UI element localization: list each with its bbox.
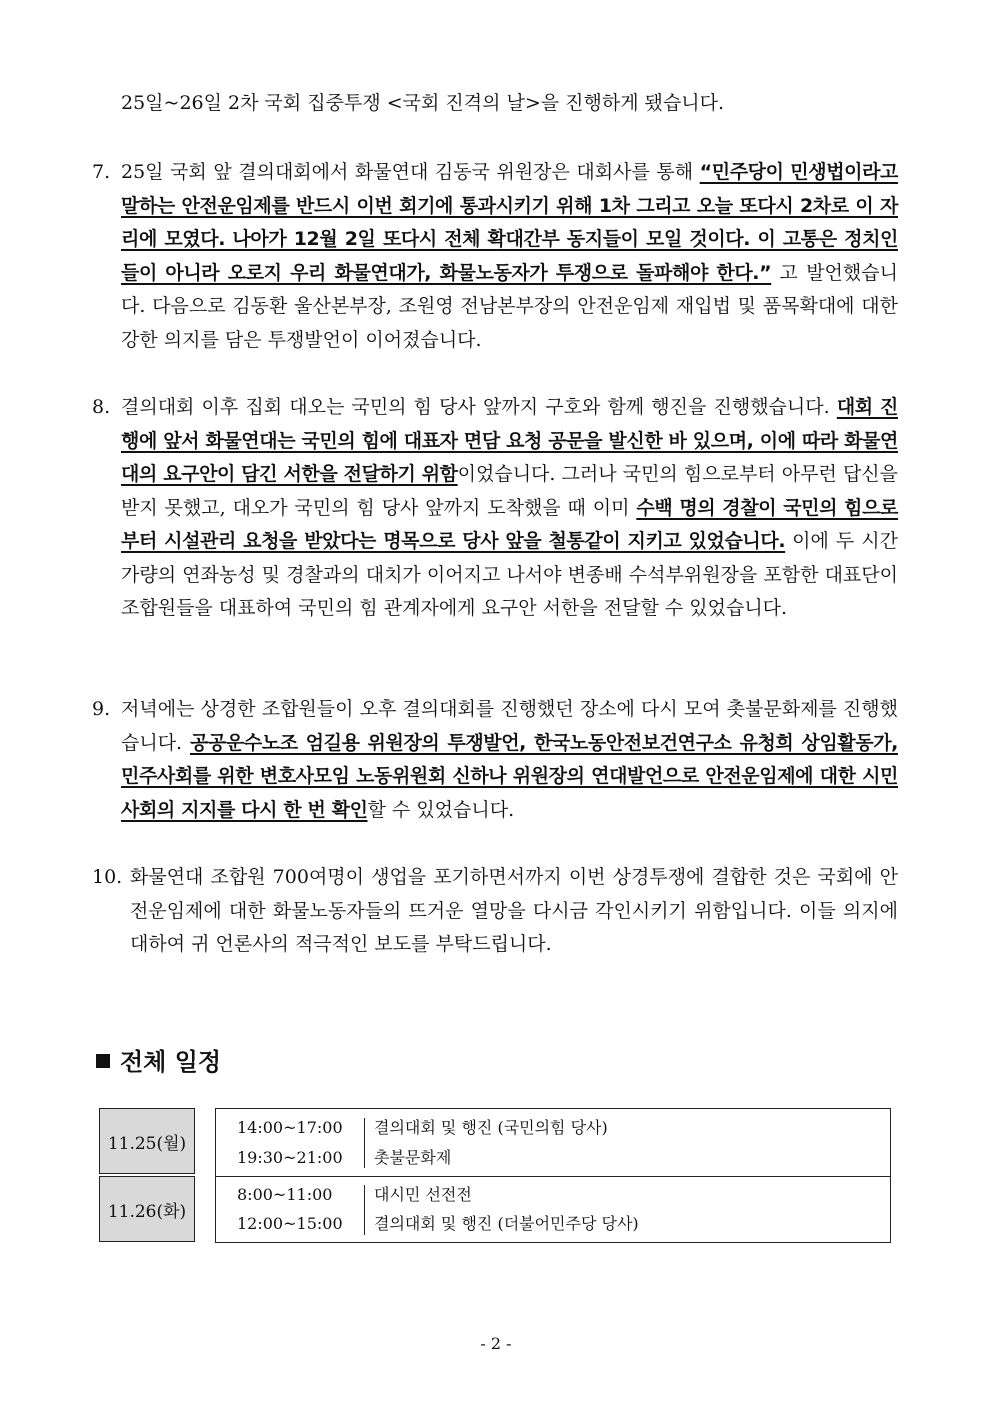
date-label: 11.25(월): [107, 1133, 187, 1154]
paragraph-text: 고 발언했습니다. 다음으로 김동환 울산본부장, 조원영 전남본부장의 안전운임제 재입법 및 품목확대에 대한 강한 의지를 담은 투쟁발언이 이어졌습니다.: [121, 261, 898, 351]
event-cell: 대시민 선전전: [374, 1185, 472, 1204]
intro-line: 25일~26일 2차 국회 집중투쟁 <국회 진격의 날>을 진행하게 됐습니다.: [121, 92, 725, 114]
intro-paragraph: [92, 87, 898, 121]
paragraph-number: 7.: [92, 161, 111, 183]
paragraph-7: [92, 156, 898, 357]
time-cell: 19:30~21:00: [237, 1148, 343, 1167]
paragraph-text: 이에 두 시간 가량의 연좌농성 및 경찰과의 대치가 이어지고 나서야 변종배 수석부위원장을 포함한 대표단이 조합원들을 대표하여 국민의 힘 관계자에게 요구안 서한을 전달할 수 있었습니다.: [121, 530, 898, 619]
paragraph-text: 결의대회 이후 집회 대오는 국민의 힘 당사 앞까지 구호와 함께 행진을 진행했습니다.: [121, 396, 837, 418]
paragraph-text: 이었습니다. 그러나 국민의 힘으로부터 아무런 답신을 받지 못했고, 대오가 국민의 힘 당사 앞까지 도착했을 때 이미: [121, 463, 899, 519]
date-label: 11.26(화): [107, 1201, 187, 1222]
column-divider: [364, 1185, 365, 1235]
paragraph-8: [92, 391, 898, 626]
paragraph-9: [92, 693, 898, 827]
paragraph-text: 25일 국회 앞 결의대회에서 화물연대 김동국 위원장은 대회사를 통해: [121, 161, 700, 183]
highlighted-text: 대회 진행에 앞서 화물연대는 국민의 힘에 대표자 면담 요청 공문을 발신한 바 있으며, 이에 따라 화물연대의 요구안이 담긴 서한을 전달하기 위함: [121, 396, 898, 485]
date-cell: [99, 1108, 195, 1174]
date-cell: [99, 1176, 195, 1242]
paragraph-number: 10.: [92, 866, 123, 888]
page-number: - 2 -: [480, 1334, 512, 1353]
paragraph-text: 화물연대 조합원 700여명이 생업을 포기하면서까지 이번 상경투쟁에 결합한 것은 국회에 안전운임제에 대한 화물노동자들의 뜨거운 열망을 다시금 각인시키기 위함입니다. 이들 의지에 대하여 귀 언론사의 적극적인 보도를 부탁드립니다.: [130, 866, 898, 955]
highlighted-text: 공공운수노조 엄길용 위원장의 투쟁발언, 한국노동안전보건연구소 유청희 상임활동가, 민주사회를 위한 변호사모임 노동위원회 신하나 위원장의 연대발언으로 안전운임제에 대한 시민사회의 지지를 다시 한 번 확인: [121, 731, 898, 821]
time-cell: 8:00~11:00: [237, 1185, 333, 1204]
schedule-table: [215, 1108, 891, 1243]
paragraph-text: 저녁에는 상경한 조합원들이 오후 결의대회를 진행했던 장소에 다시 모여 촛불문화제를 진행했습니다.: [121, 698, 898, 754]
square-bullet-icon: [96, 1054, 110, 1068]
schedule-heading: [96, 1044, 221, 1080]
event-cell: 결의대회 및 행진 (국민의힘 당사): [374, 1118, 608, 1137]
time-cell: 12:00~15:00: [237, 1214, 343, 1233]
schedule-title: 전체 일정: [120, 1048, 222, 1076]
event-cell: 결의대회 및 행진 (더불어민주당 당사): [374, 1214, 639, 1233]
highlighted-quote: “민주당이 민생법이라고 말하는 안전운임제를 반드시 이번 회기에 통과시키기 위해 1차 그리고 오늘 또다시 2차로 이 자리에 모였다. 나아가 12월 2일 또다시 전체 확대간부 동지들이 모일 것이다. 이 고통은 정치인들이 아니라 오로지 우리 화물연대가, 화물노동자가 투쟁으로 돌파해야 한다.”: [121, 161, 899, 284]
column-divider: [364, 1118, 365, 1168]
paragraph-text: 할 수 있었습니다.: [367, 798, 515, 821]
paragraph-number: 8.: [92, 396, 111, 418]
paragraph-number: 9.: [92, 698, 111, 720]
paragraph-10: [92, 861, 898, 962]
event-cell: 촛불문화제: [374, 1148, 452, 1167]
time-cell: 14:00~17:00: [237, 1118, 343, 1137]
highlighted-text: 수백 명의 경찰이 국민의 힘으로부터 시설관리 요청을 받았다는 명목으로 당사 앞을 철통같이 지키고 있었습니다.: [121, 496, 898, 552]
row-divider: [216, 1176, 890, 1177]
